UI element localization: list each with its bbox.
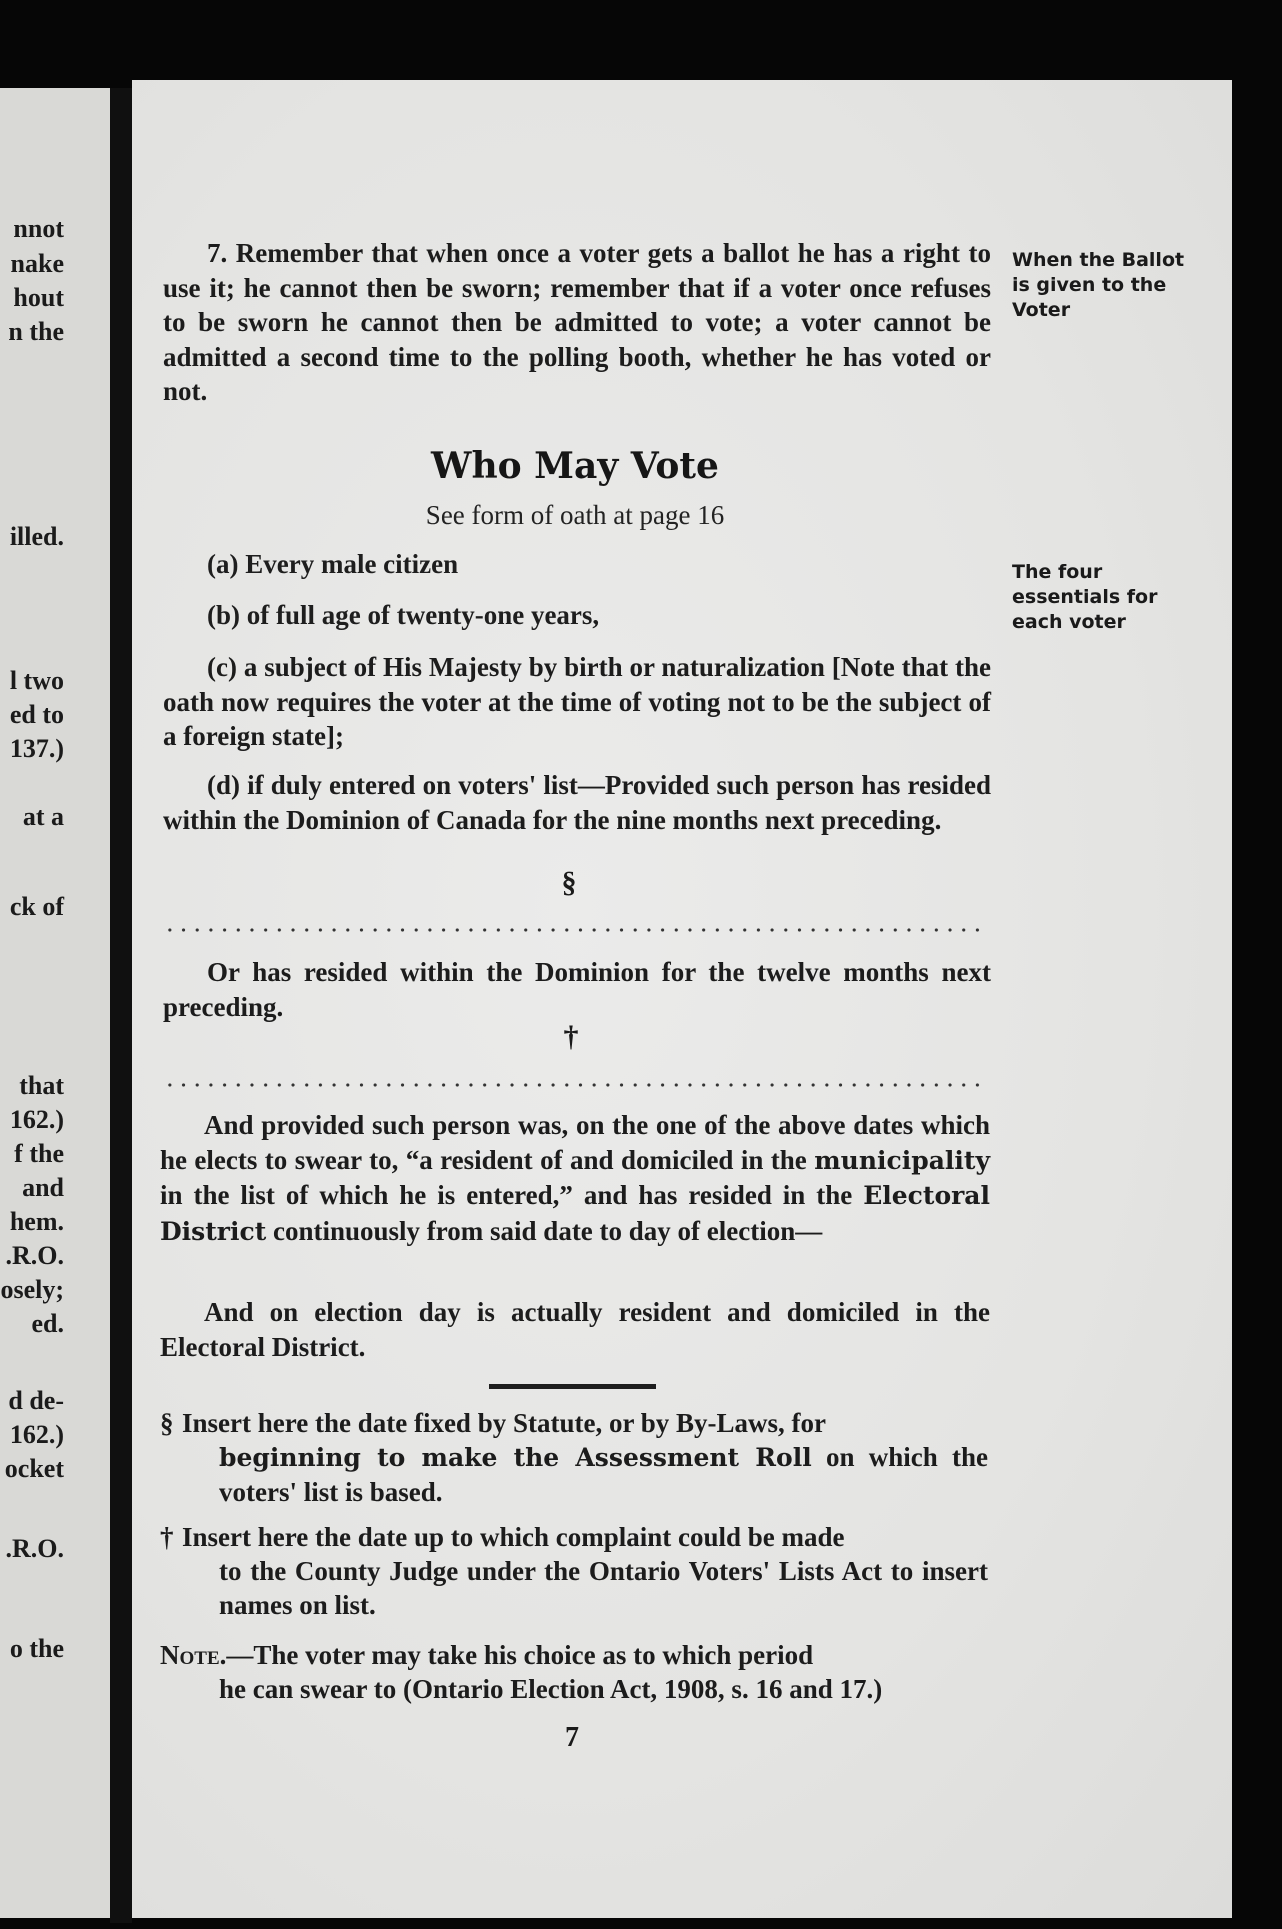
left-page-line: 162.): [9, 1420, 64, 1449]
note-label: Note.: [160, 1640, 227, 1670]
left-page-line: nnot: [13, 214, 64, 243]
footnote-text: to the County Judge under the Ontario Voters' Lists Act to insert names on list.: [219, 1556, 988, 1620]
page-number: 7: [565, 1722, 579, 1753]
left-page-line: o the: [9, 1634, 64, 1663]
provided-paragraph: [160, 1108, 990, 1249]
left-page-line: 162.): [9, 1105, 64, 1134]
margin-note-four-essentials: The four essentials for each voter: [1012, 561, 1158, 633]
footnote-symbol: §: [160, 1408, 174, 1438]
left-page-line: nake: [10, 249, 64, 278]
footnote-text: he can swear to (Ontario Election Act, 1908, s. 16 and 17.): [219, 1674, 883, 1704]
left-page-line: ocket: [4, 1454, 64, 1483]
left-page-line: hout: [13, 283, 64, 312]
left-page-line: .R.O.: [5, 1534, 64, 1563]
left-page-line: 137.): [9, 734, 64, 763]
footnote-text: —The voter may take his choice as to which period: [226, 1640, 814, 1670]
left-page-line: ck of: [9, 892, 64, 921]
left-page-line: and: [22, 1173, 64, 1202]
footnote-note: [160, 1638, 988, 1706]
condition-b: (b) of full age of twenty-one years,: [207, 600, 600, 630]
left-page-line: that: [19, 1071, 64, 1100]
left-page-line: osely;: [0, 1275, 64, 1304]
left-page-line: n the: [8, 317, 64, 346]
condition-a: (a) Every male citizen: [207, 549, 459, 579]
footnote-symbol: †: [160, 1522, 174, 1552]
assessment-roll-term: beginning to make the Assessment Roll: [219, 1443, 812, 1472]
left-page-line: .R.O.: [5, 1241, 64, 1270]
alternative-residence: Or has resided within the Dominion for the twelve months next preceding.: [163, 957, 991, 1022]
left-page-fragment: [0, 88, 110, 1918]
left-page-line: illed.: [9, 522, 64, 551]
footnote-text: Insert here the date up to which complaint could be made: [182, 1522, 845, 1552]
provided-text: in the list of which he is entered,” and has resided in the: [160, 1180, 864, 1210]
scan-border: [1232, 80, 1282, 1929]
section-title: Who May Vote: [431, 445, 719, 487]
paragraph-7: 7. Remember that when once a voter gets a ballot he has a right to use it; he cannot then be sworn; remember that if a voter once refuses to be sworn he cannot then be admitted to vote; a voter cannot be admitted a second time to the polling booth, whether he has voted or not.: [163, 238, 991, 406]
section-mark: §: [561, 866, 577, 899]
book-gutter: [110, 88, 132, 1923]
municipality-term: municipality: [814, 1145, 990, 1175]
provided-text: continuously from said date to day of election—: [266, 1215, 823, 1246]
left-page-line: at a: [22, 802, 64, 831]
left-page-line: l two: [9, 666, 64, 695]
provided-text: And provided such person was, on the one of the above dates which he elects to swear to, “a resident of and domiciled in the: [160, 1110, 990, 1175]
dotted-fill-line: [163, 928, 988, 932]
footnote-dagger: [160, 1520, 988, 1622]
footnote-text: Insert here the date fixed by Statute, or by By-Laws, for: [182, 1408, 826, 1438]
dagger-mark: †: [563, 1020, 579, 1053]
electoral-district-term: Electoral District: [160, 1181, 990, 1246]
left-page-line: hem.: [9, 1207, 64, 1236]
election-day-paragraph: And on election day is actually resident and domiciled in the Electoral District.: [160, 1297, 990, 1362]
condition-d: (d) if duly entered on voters' list—Provided such person has resided within the Dominion of Canada for the nine months next preceding.: [163, 770, 991, 835]
left-page-line: ed to: [9, 700, 64, 729]
margin-note-ballot-given: When the Ballot is given to the Voter: [1012, 249, 1185, 321]
divider-rule: [489, 1384, 656, 1389]
condition-c: (c) a subject of His Majesty by birth or naturalization [Note that the oath now requires the voter at the time of voting not to be the subject of a foreign state];: [163, 652, 991, 751]
left-page-line: ed.: [31, 1309, 64, 1338]
dotted-fill-line: [163, 1083, 988, 1087]
section-subtitle: See form of oath at page 16: [425, 500, 725, 530]
footnote-section: [160, 1406, 988, 1509]
left-page-line: f the: [14, 1139, 64, 1168]
left-page-line: d de-: [8, 1386, 64, 1415]
footnote-text: on which the voters' list is based.: [219, 1442, 988, 1507]
